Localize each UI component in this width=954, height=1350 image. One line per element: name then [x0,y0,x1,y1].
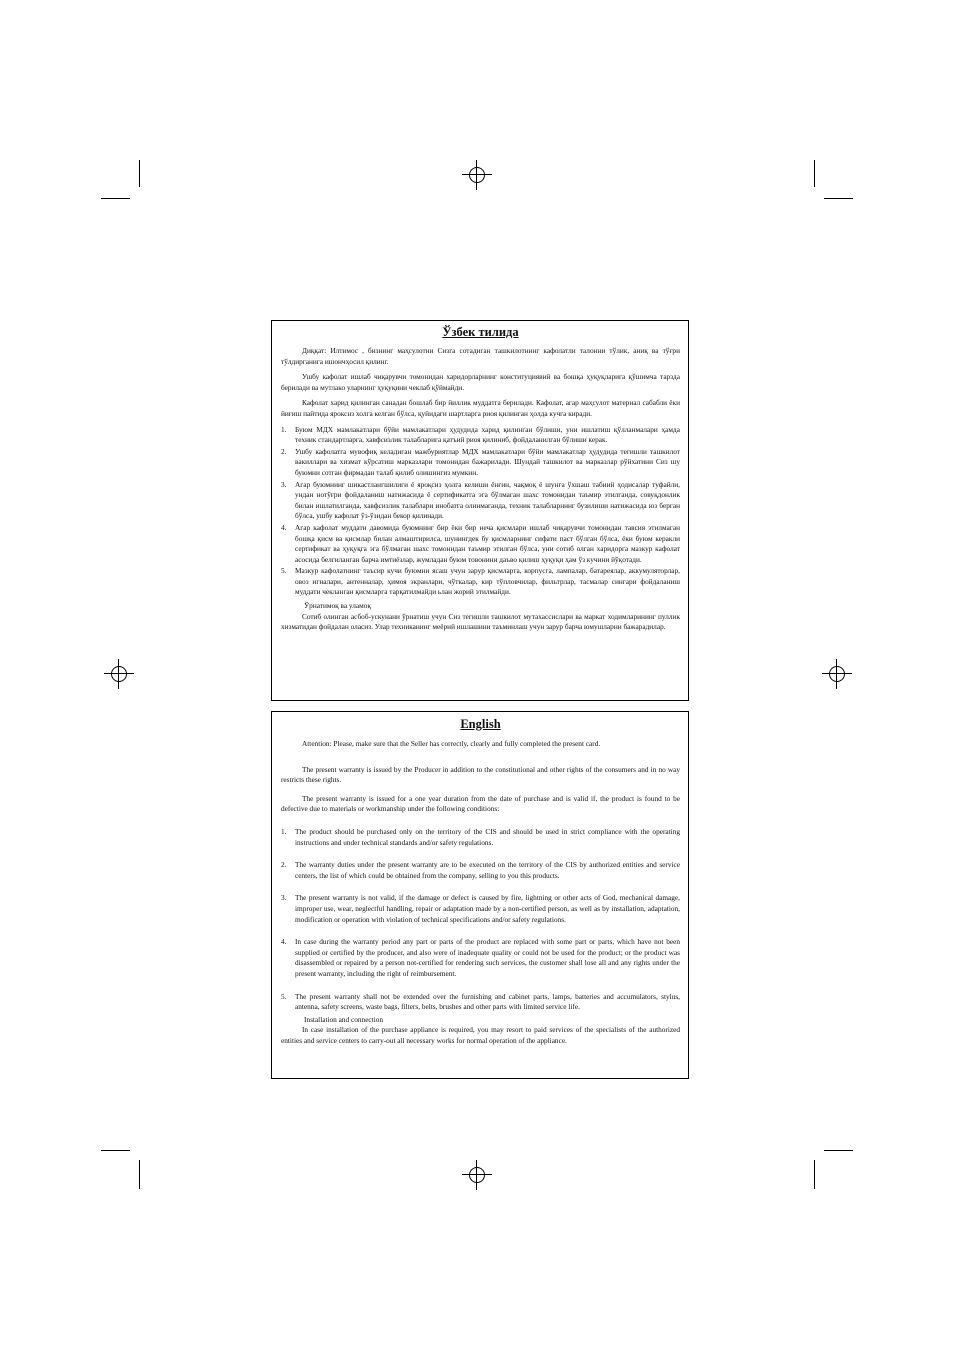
install-heading: Installation and connection [304,1014,384,1024]
item-number: 4. [281,937,287,947]
list-item [281,480,680,522]
item-number: 2. [281,446,287,456]
item-number: 5. [281,991,287,1001]
list-item [281,937,680,979]
item-text: Мазкур кафолатнинг таъсир кучи буюмни ясаш учун зарур қисмларга, корпусга, лампалар, батареялар, аккумуляторлар, овоз игналари, антенналар, ҳимоя экранлари, чўткалар, кир тўпловчилар, фильтрлар, тасмалар сингари фойдаланиш муддати чекланган қисмларга тарқатилмайди ьлан жорий этилмайди. [295,566,680,597]
crop-mark [824,198,853,199]
item-number: 3. [281,479,287,489]
item-number: 3. [281,893,287,903]
registration-mark-icon [462,160,492,190]
registration-mark-icon [822,659,852,689]
install-text: Сотиб олинган асбоб-ускунани ўрнатиш учун Сиз тегишли ташкилот мутахассислари ва маркат ходимларининг пуллик хизматидан фойдалан оласиз. Улар техниканинг меёрий ишлашини таъминлаш учун зарур барча юмушларни бажарадилар. [281,611,680,632]
registration-mark-icon [104,659,134,689]
item-text: Ушбу кафолатга мувофиқ келадиган мажбуриятлар МДХ мамлакатлари бўйи мамлакатлар ҳудудида тегишли ташкилот вакиллари ва хизмат кўрсатиш марказлари томонидан бажарилади. Шундай ташкилот ва марказлар рўйхатини Сиз шу буюмни сотган фирмадан талаб қилиб олишингиз мумкин. [295,446,680,477]
item-number: 4. [281,522,287,532]
item-number: 1. [281,424,287,434]
list-item [281,992,680,1013]
english-warranty-section [271,711,689,1079]
crop-mark [101,1150,130,1151]
crop-mark [139,160,140,187]
paragraph: The present warranty is issued for a one year duration from the date of purchase and is valid if, the product is found to be defective due to materials or workmanship under the following conditions: [281,793,680,814]
install-heading: Ўрнатимоқ ва уламоқ [304,601,371,611]
item-number: 5. [281,566,287,576]
registration-mark-icon [462,1160,492,1190]
list-item [281,860,680,881]
item-text: Агар кафолат муддати давомида буюмнинг бир ёки бир неча қисмлари ишлаб чиқарувчи томонидан тавсия этилмаган бошқа қисм ва қисмлар билан алмаштирилса, шунингдек бу қисмларнинг сифати паст бўлган бўлса, ёки буюм керакли сертификат ва ҳуқуқга эга бўлмаган шахс томонидан таъмир этилган бўлса, уни сотиб олган харидорга мазкур кафолат асосида белгиланган барча имтиёзлар, жумладан буюм товонини даъво қилиш ҳуқуқи ҳам ўз кучини йўқотади. [295,522,680,564]
crop-mark [814,160,815,187]
crop-mark [139,1160,140,1189]
paragraph: Кафолат харид қилинган санадан бошлаб бир йиллик муддатга берилади. Кафолат, агар маҳсулот материал сабабли ёки йиғиш пайтида ярокснз холга келган бўлса, қуйидаги шартларга риоя қилинган ҳолда кучга киради. [281,398,680,418]
paragraph: The present warranty is issued by the Producer in addition to the constitutional and other rights of the consumers and in no way restricts these rights. [281,764,680,785]
item-number: 1. [281,826,287,836]
list-item [281,523,680,565]
list-item [281,425,680,446]
uzbek-warranty-section [271,320,689,701]
item-text: The warranty duties under the present warranty are to be executed on the territory of the CIS by authorized entities and service centers, the list of which could be obtained from the company, selling to you this products. [295,860,680,880]
item-text: Буюм МДХ мамлакатлари бўйи мамлакатлари ҳудудида харид қилинган бўлиши, уни ишлатиш қўлланмалари ҳамда техник стандартларга, хавфсизлик талабларига қатъий риоя қилиниб, фойдаланилган бўлиши керак. [295,424,680,445]
item-text: The present warranty is not valid, if the damage or defect is caused by fire, lightning or other acts of God, mechanical damage, improper use, wear, neglectful handling, repair or adaptation made by a non-certified person, as well as by installation, adaptation, modification or operation with violation of technical specifications and/or safety regulations. [295,893,680,924]
crop-mark [814,1160,815,1189]
crop-mark [101,198,130,199]
attention-paragraph: Attention: Please, make sure that the Seller has correctly, clearly and fully completed the present card. [302,739,601,748]
list-item [281,827,680,848]
install-text: In case installation of the purchase appliance is required, you may resort to paid services of the specialists of the authorized entities and service centers to carry-out all necessary works for normal operation of the appliance. [281,1025,680,1045]
item-text: The product should be purchased only on the territory of the CIS and should be used in strict compliance with the operating instructions and under technical standards and/or safety regulations. [295,826,680,847]
crop-mark [824,1150,853,1151]
section-title: English [460,717,501,731]
item-text: The present warranty shall not be extended over the furnishing and cabinet parts, lamps, batteries and accumulators, stylus, antenna, safety screens, waste bags, filters, belts, brushes and other parts with limited service life. [295,991,680,1012]
list-item [281,566,680,598]
attention-paragraph: Диққат: Илтимос , бизнинг маҳсулотни Сизга сотадиган ташкилотнинг кафолатли талонни тўлик, аниқ ва тўғри тўлдирганига ишончҳосил қилинг. [281,346,680,366]
list-item [281,893,680,925]
section-title: Ўзбек тилида [442,325,519,339]
paragraph: Ушбу кафолат ишлаб чиқарувчи томонидан харидорларнинг конституциявий ва бошқа ҳуқуқларига қўшимча тарзда берилади ва мутлако уларнинг ҳуқуқини чеклаб қўймайди. [281,372,680,392]
list-item [281,447,680,479]
item-text: Агар буюмнинг шикастлангшилиги ё яроқсиз ҳолга келиши ёнғин, чақмоқ ё шунга ўхшаш табиий ҳодисалар туфайли, ундан нотўғри фойдаланиш натижасида ё сертификатга эга бўлмаган шахс томонидан таъмир этилганда, совуқдонлик билан ишлатилганда, хавфсизлик талаблари инобатга олинмаганда, техник талабларнинг бузилиши натижасида юз берган бўлса, ушбу кафолат ўз-ўзидан бекор қилинади. [295,479,680,521]
item-text: In case during the warranty period any part or parts of the product are replaced with some part or parts, which have not been supplied or certified by the producer, and also were of inadequate quality or could not be used for the product; or the product was disassembled or repaired by a person not-certified for rendering such services, the customer shall lose all and any rights under the present warranty, including the right of reimbursement. [295,937,680,978]
item-number: 2. [281,860,287,870]
